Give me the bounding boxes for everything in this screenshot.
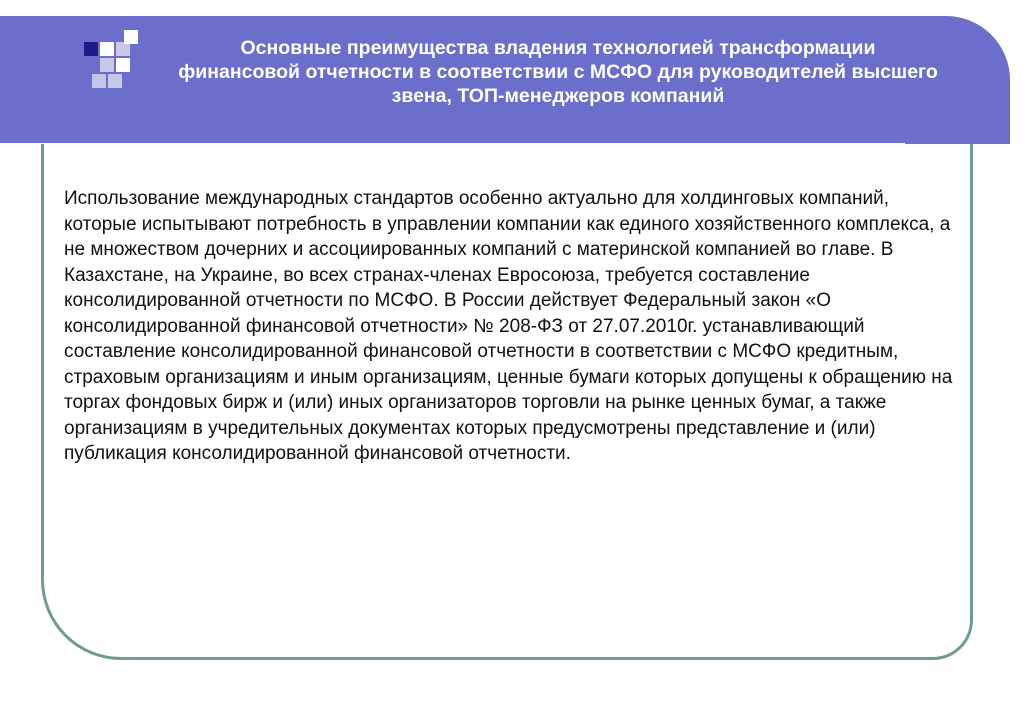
title-banner [0,16,1010,144]
slide-title: Основные преимущества владения технологией трансформации финансовой отчетности в соответствии с МСФО для руководителей высшего звена, ТОП-менеджеров компаний [178,37,938,107]
banner-underline [0,143,905,144]
body-paragraph: Использование международных стандартов особенно актуально для холдинговых компаний, которые испытывают потребность в управлении компании как единого хозяйственного комплекса, а не множеством дочерних и ассоциированных компаний с материнской компанией во главе. В Казахстане, на Украине, во всех странах-членах Евросоюза, требуется составление консолидированной отчетности по МСФО. В России действует Федеральный закон «О консолидированной финансовой отчетности» № 208-ФЗ от 27.07.2010г. устанавливающий составление консолидированной финансовой отчетности в соответствии с МСФО кредитным, страховым организациям и иным организациям, ценные бумаги которых допущены к обращению на торгах фондовых бирж и (или) иных организаторов торговли на рынке ценных бумаг, а также организациям в учредительных документах которых предусмотрены представление и (или) публикация консолидированной финансовой отчетности. [64,188,953,464]
squares-logo-icon [0,16,180,116]
